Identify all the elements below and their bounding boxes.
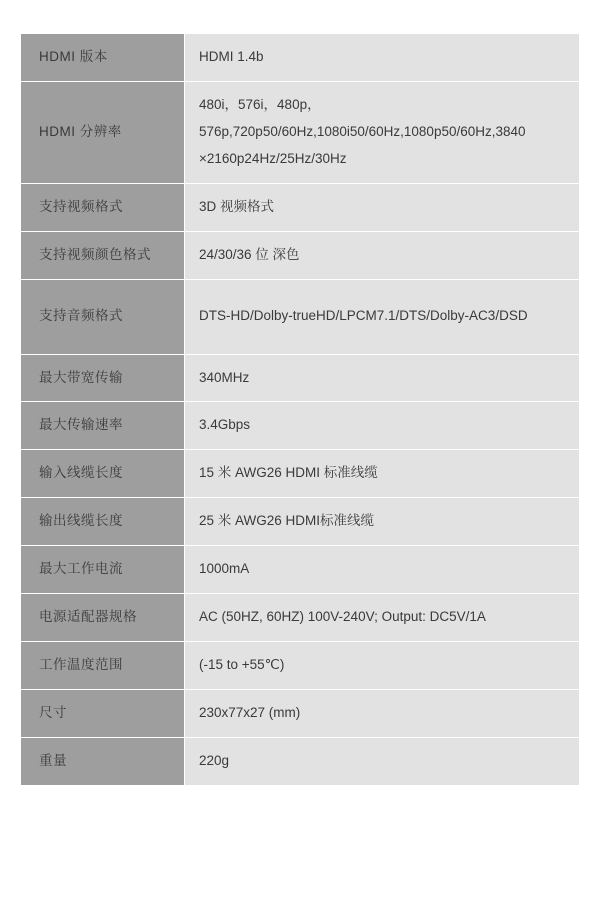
row-value [185, 402, 580, 450]
row-value [185, 689, 580, 737]
value-line: 480i，576i，480p， [199, 96, 321, 112]
row-value [185, 642, 580, 690]
table-row [21, 354, 580, 402]
row-value [185, 737, 580, 785]
table-row [21, 34, 580, 82]
table-row [21, 546, 580, 594]
value-line: HDMI 1.4b [199, 49, 264, 64]
table-row [21, 642, 580, 690]
table-row [21, 183, 580, 231]
table-row [21, 231, 580, 279]
row-label: 最大工作电流 [21, 546, 185, 594]
row-value [185, 546, 580, 594]
table-row [21, 450, 580, 498]
row-value [185, 34, 580, 82]
specification-table [20, 33, 580, 786]
value-line: 3D 视频格式 [199, 198, 275, 214]
table-body [21, 34, 580, 786]
row-value [185, 450, 580, 498]
row-value [185, 231, 580, 279]
value-line: 1000mA [199, 561, 250, 577]
row-label: HDMI 分辨率 [21, 81, 185, 183]
table-row [21, 81, 580, 183]
row-value [185, 279, 580, 354]
value-line: 15 米 AWG26 HDMI 标准线缆 [199, 465, 378, 481]
row-label: HDMI 版本 [21, 34, 185, 82]
row-value [185, 354, 580, 402]
row-label: 最大带宽传输 [21, 354, 185, 402]
value-line: 340MHz [199, 369, 250, 385]
row-label: 尺寸 [21, 689, 185, 737]
table-row [21, 498, 580, 546]
table-row [21, 689, 580, 737]
row-value [185, 81, 580, 183]
value-line: 230x77x27 (mm) [199, 704, 301, 720]
value-line: DTS-HD/Dolby-trueHD/LPCM7.1/DTS/Dolby-AC3/DSD [199, 308, 528, 324]
row-label: 工作温度范围 [21, 642, 185, 690]
value-line: ×2160p24Hz/25Hz/30Hz [199, 150, 347, 166]
table-row [21, 737, 580, 785]
row-label: 输出线缆长度 [21, 498, 185, 546]
table-row [21, 279, 580, 354]
value-line: 220g [199, 752, 230, 768]
row-value [185, 498, 580, 546]
row-label: 最大传输速率 [21, 402, 185, 450]
row-value [185, 594, 580, 642]
row-value [185, 183, 580, 231]
row-label: 支持视频格式 [21, 183, 185, 231]
table-row [21, 594, 580, 642]
value-line: (-15 to +55℃) [199, 657, 285, 673]
value-line: 24/30/36 位 深色 [199, 246, 300, 262]
row-label: 支持音频格式 [21, 279, 185, 354]
table-row [21, 402, 580, 450]
row-label: 重量 [21, 737, 185, 785]
row-label: 电源适配器规格 [21, 594, 185, 642]
value-line: 3.4Gbps [199, 417, 251, 433]
value-line: AC (50HZ, 60HZ) 100V-240V; Output: DC5V/1A [199, 609, 486, 625]
row-label: 支持视频颜色格式 [21, 231, 185, 279]
value-line: 576p,720p50/60Hz,1080i50/60Hz,1080p50/60Hz,3840 [199, 123, 526, 139]
row-label: 输入线缆长度 [21, 450, 185, 498]
value-line: 25 米 AWG26 HDMI标准线缆 [199, 513, 375, 529]
